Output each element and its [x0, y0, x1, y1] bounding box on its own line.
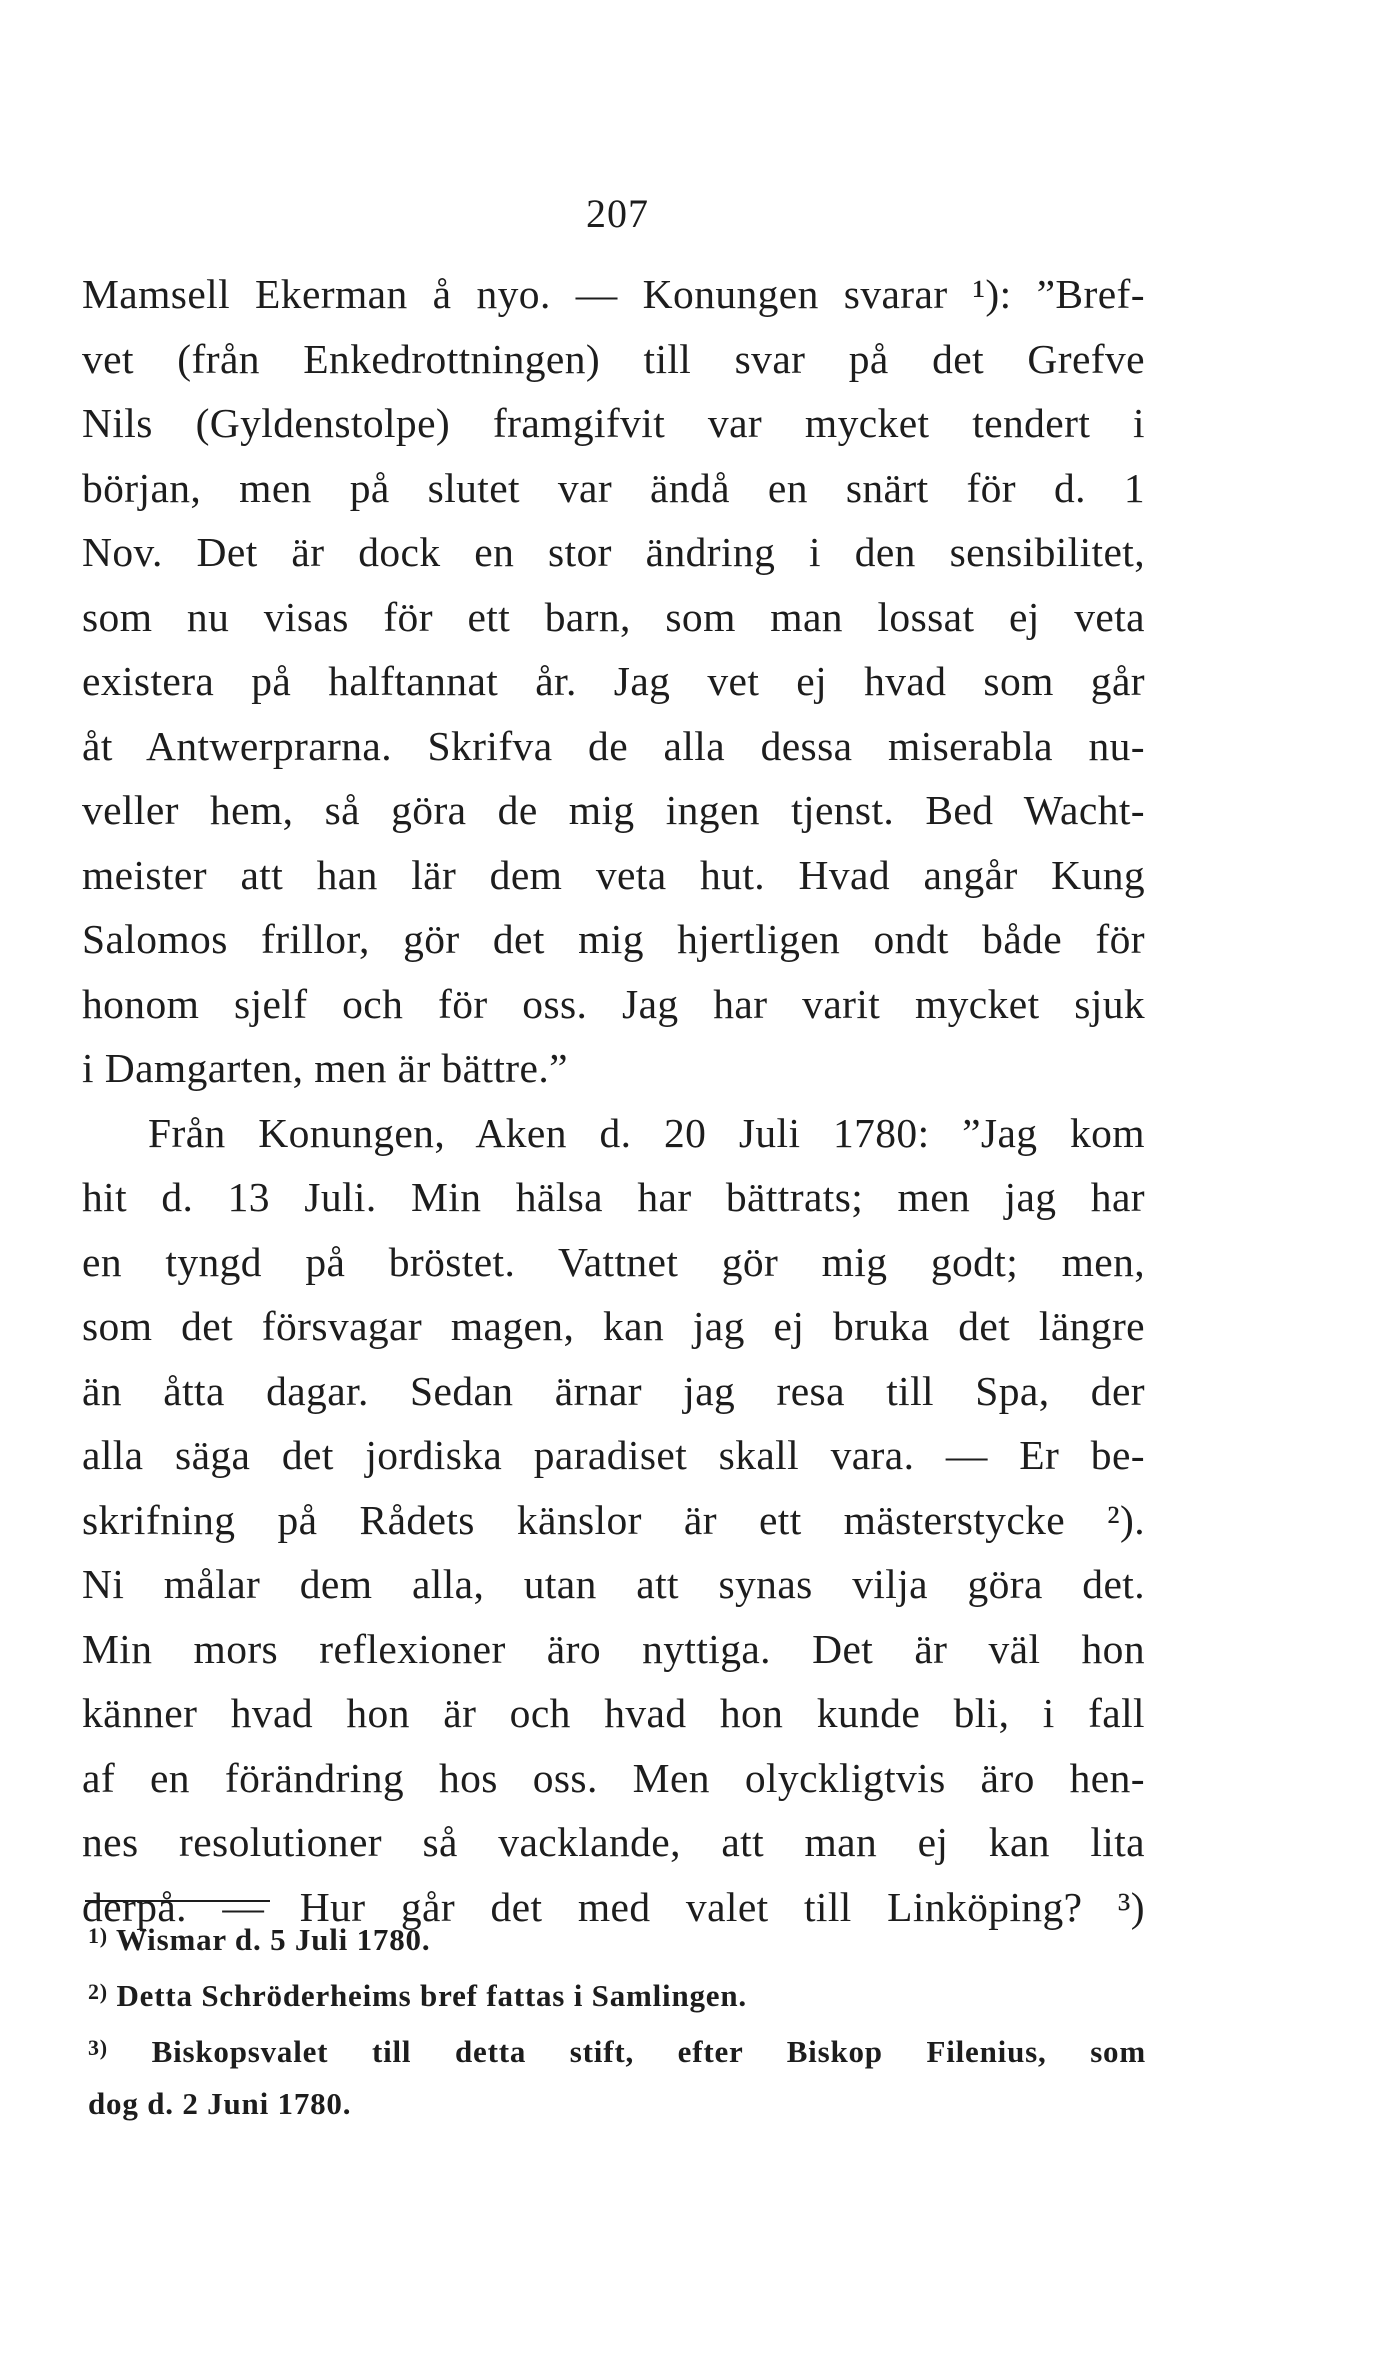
text-line: en tyngd på bröstet. Vattnet gör mig godt; men,	[82, 1238, 1145, 1285]
footnote-text: Detta Schröderheims bref fattas i Samlingen.	[116, 1978, 747, 2013]
text-line: af en förändring hos oss. Men olyckligtvis äro hen-	[82, 1754, 1145, 1801]
text-line: åt Antwerprarna. Skrifva de alla dessa miserabla nu-	[82, 722, 1145, 769]
footnote-marker: 1)	[88, 1923, 108, 1948]
footnote-divider	[85, 1900, 270, 1902]
body-text	[82, 262, 1145, 1939]
footnote-marker: 3)	[88, 2035, 108, 2060]
text-line: hit d. 13 Juli. Min hälsa har bättrats; men jag har	[82, 1174, 1145, 1220]
footnote-text: Biskopsvalet till detta stift, efter Biskop Filenius, som	[151, 2034, 1146, 2069]
footnotes	[88, 1908, 1146, 2132]
text-line: nes resolutioner så vacklande, att man ej kan lita	[82, 1819, 1145, 1865]
text-line: meister att han lär dem veta hut. Hvad angår Kung	[82, 851, 1145, 898]
footnote-1	[88, 1908, 1146, 1964]
text-line: alla säga det jordiska paradiset skall vara. — Er be-	[82, 1432, 1145, 1478]
text-line: som nu visas för ett barn, som man lossat ej veta	[82, 593, 1145, 640]
footnote-text: Wismar d. 5 Juli 1780.	[115, 1922, 431, 1957]
footnote-3-continuation: dog d. 2 Juni 1780.	[88, 2086, 352, 2121]
text-line: Nils (Gyldenstolpe) framgifvit var mycket tendert i	[82, 400, 1145, 446]
text-line: skrifning på Rådets känslor är ett mästerstycke ²).	[82, 1496, 1145, 1543]
footnote-2	[88, 1964, 1146, 2020]
text-line: existera på halftannat år. Jag vet ej hvad som går	[82, 658, 1145, 704]
footnote-marker: 2)	[88, 1979, 108, 2004]
text-line: vet (från Enkedrottningen) till svar på det Grefve	[82, 335, 1145, 382]
text-line: Min mors reflexioner äro nyttiga. Det är väl hon	[82, 1625, 1145, 1672]
text-line: Ni målar dem alla, utan att synas vilja göra det.	[82, 1561, 1145, 1607]
text-line: derpå. — Hur går det med valet till Linköping? ³)	[82, 1883, 1145, 1930]
text-line: känner hvad hon är och hvad hon kunde bli, i fall	[82, 1690, 1145, 1736]
text-line: Från Konungen, Aken d. 20 Juli 1780: ”Jag kom	[148, 1109, 1145, 1156]
text-line: Salomos frillor, gör det mig hjertligen ondt både för	[82, 916, 1145, 962]
text-line: början, men på slutet var ändå en snärt för d. 1	[82, 464, 1145, 511]
footnote-3	[88, 2020, 1146, 2076]
text-line: Nov. Det är dock en stor ändring i den sensibilitet,	[82, 529, 1145, 575]
text-line: än åtta dagar. Sedan ärnar jag resa till Spa, der	[82, 1367, 1145, 1414]
text-line: honom sjelf och för oss. Jag har varit mycket sjuk	[82, 980, 1145, 1027]
text-line: veller hem, så göra de mig ingen tjenst. Bed Wacht-	[82, 787, 1145, 833]
page-number: 207	[586, 191, 649, 236]
text-line: som det försvagar magen, kan jag ej bruka det längre	[82, 1303, 1145, 1349]
text-line: i Damgarten, men är bättre.”	[82, 1045, 568, 1091]
text-line: Mamsell Ekerman å nyo. — Konungen svarar ¹): ”Bref-	[82, 271, 1145, 317]
